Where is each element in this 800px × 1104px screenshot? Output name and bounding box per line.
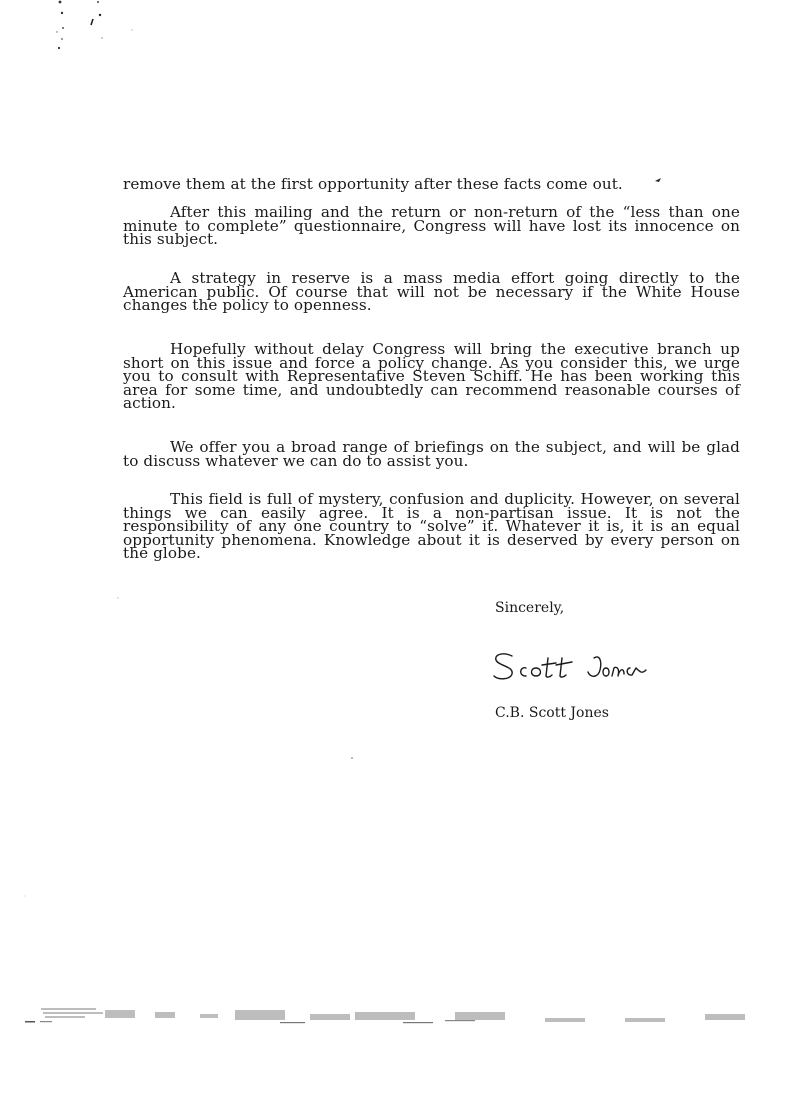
paragraph-text: A strategy in reserve is a mass media effort going directly to the American public. Of course that will not be necessary if the White House changes the policy to openness. <box>123 269 740 314</box>
paragraph-text: After this mailing and the return or non-return of the “less than one minute to complete” questionnaire, Congress will have lost its innocence on this subject. <box>123 203 740 248</box>
letter-closing: Sincerely, <box>495 600 565 616</box>
letter-paragraph <box>123 340 740 412</box>
scan-footer-noise <box>25 1004 765 1028</box>
letter-continuation: remove them at the first opportunity after these facts come out. <box>123 175 623 193</box>
signer-name: C.B. Scott Jones <box>495 705 609 721</box>
letter-paragraph <box>123 490 740 562</box>
paragraph-text: Hopefully without delay Congress will bring the executive branch up short on this issue and force a policy change. As you consider this, we urge you to consult with Representative Steven Schiff. He has been working this area for some time, and undoubtedly can recommend reasonable courses of action. <box>123 340 740 412</box>
letter-paragraph <box>123 438 740 470</box>
handwritten-signature <box>490 638 650 690</box>
paragraph-text: We offer you a broad range of briefings on the subject, and will be glad to discuss whatever we can do to assist you. <box>123 438 740 470</box>
paragraph-text: This field is full of mystery, confusion and duplicity. However, on several things we can easily agree. It is a non-partisan issue. It is not the responsibility of any one country to “solve” it. Whatever it is, it is an equal opportunity phenomena. Knowledge about it is deserved by every person on the globe. <box>123 490 740 562</box>
letter-paragraph <box>123 269 740 314</box>
letter-paragraph <box>123 203 740 248</box>
